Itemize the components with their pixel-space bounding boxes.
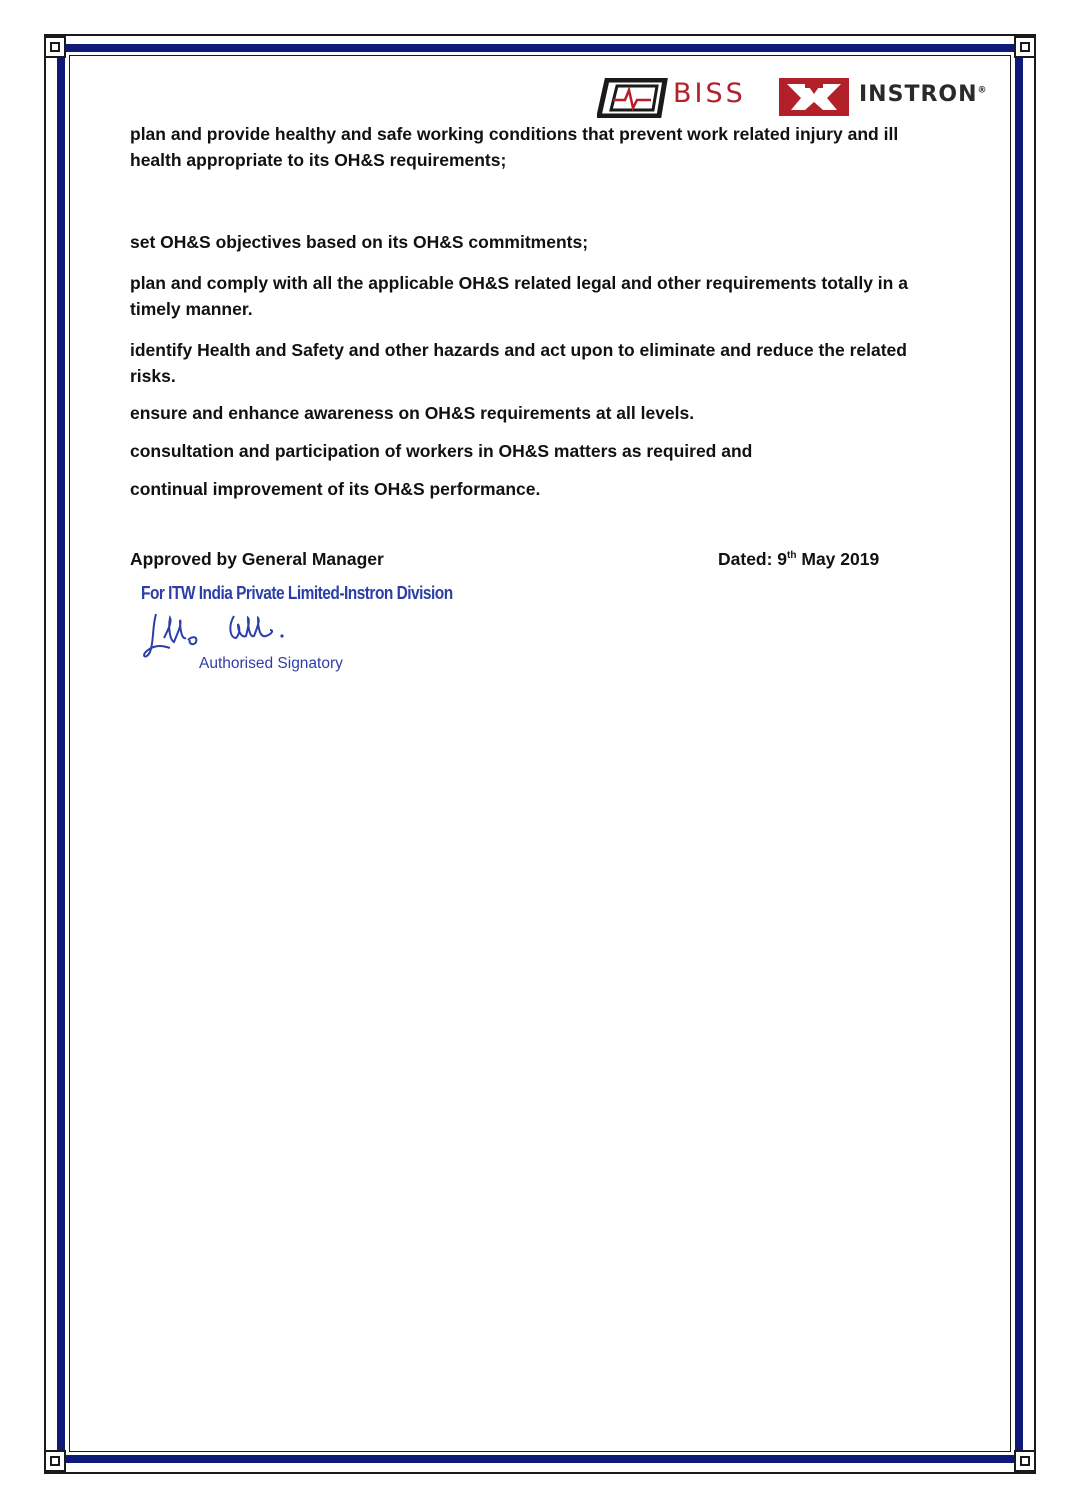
policy-item: set OH&S objectives based on its OH&S commitments;: [130, 232, 589, 252]
corner-ornament-top-left: [44, 36, 66, 58]
date-ordinal: th: [787, 550, 797, 562]
registered-mark: ®: [977, 85, 988, 96]
policy-item: continual improvement of its OH&S performance.: [130, 479, 541, 499]
company-logo: [597, 74, 997, 118]
instron-emblem: [779, 78, 849, 116]
policy-item: ensure and enhance awareness on OH&S requirements at all levels.: [130, 403, 695, 423]
page-border-inner: [69, 55, 1011, 1452]
corner-ornament-bottom-left: [44, 1450, 66, 1472]
instron-name: INSTRON: [859, 82, 978, 107]
date-prefix: Dated: 9: [718, 549, 788, 569]
policy-item: identify Health and Safety and other hazards and act upon to eliminate and reduce the related risks.: [130, 340, 907, 386]
corner-ornament-top-right: [1014, 36, 1036, 58]
policy-item: plan and provide healthy and safe working conditions that prevent work related injury and ill health appropriate to its OH&S requirements;: [130, 124, 899, 170]
stamp-company: For ITW India Private Limited-Instron Division: [141, 583, 453, 603]
policy-item: plan and comply with all the applicable OH&S related legal and other requirements totally in a timely manner.: [130, 273, 908, 319]
stamp-role: Authorised Signatory: [199, 655, 343, 672]
approval-date: [718, 549, 879, 570]
date-rest: May 2019: [796, 549, 880, 569]
signature-icon: [142, 608, 302, 662]
instron-logo-text: [859, 82, 988, 107]
approved-by: Approved by General Manager: [130, 549, 384, 569]
biss-logo-text: BISS: [673, 78, 746, 109]
policy-item: consultation and participation of workers in OH&S matters as required and: [130, 441, 753, 461]
instron-emblem-icon: [779, 78, 849, 116]
corner-ornament-bottom-right: [1014, 1450, 1036, 1472]
biss-emblem-icon: [597, 78, 669, 118]
